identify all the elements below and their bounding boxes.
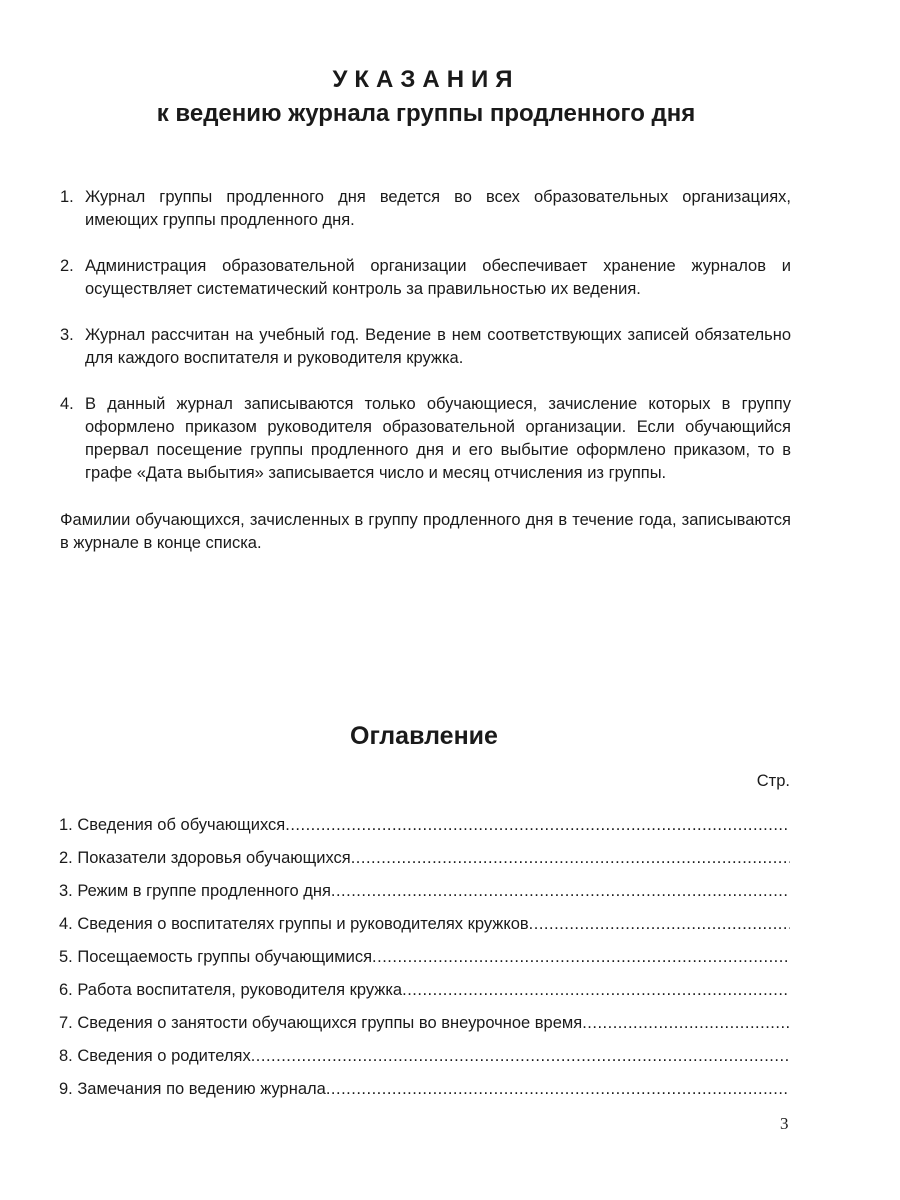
toc-leader-dots bbox=[529, 913, 790, 935]
toc-leader-dots bbox=[351, 847, 790, 869]
toc-item-label: 5. Посещаемость группы обучающимися bbox=[59, 948, 373, 966]
toc-item-label: 1. Сведения об обучающихся bbox=[59, 816, 286, 834]
toc-item bbox=[59, 1078, 790, 1111]
toc-page-label: Стр. bbox=[756, 772, 790, 790]
toc-item-label: 7. Сведения о занятости обучающихся группы во внеурочное время bbox=[59, 1014, 583, 1032]
toc-item-label: 2. Показатели здоровья обучающихся bbox=[59, 849, 351, 867]
toc-leader-dots bbox=[582, 1012, 790, 1034]
toc-leader-dots bbox=[326, 1078, 790, 1100]
instruction-text: Журнал группы продленного дня ведется во всех образовательных организациях, имеющих группы продленного дня. bbox=[85, 188, 791, 229]
toc-leader-dots bbox=[251, 1045, 790, 1067]
instruction-text: Администрация образовательной организации обеспечивает хранение журналов и осуществляет систематический контроль за правильностью их ведения. bbox=[85, 257, 791, 298]
instruction-text: В данный журнал записываются только обучающиеся, зачисление которых в группу оформлено приказом руководителя образовательной организации. Если обучающийся прервал посещение группы продленного дня и его выбытие оформлено приказом, то в графе «Дата выбытия» записывается число и месяц отчисления из группы. bbox=[85, 395, 791, 482]
toc-item bbox=[59, 946, 790, 979]
instruction-text: Журнал рассчитан на учебный год. Ведение в нем соответствующих записей обязательно для каждого воспитателя и руководителя кружка. bbox=[85, 326, 791, 367]
instruction-number: 2. bbox=[60, 257, 74, 275]
toc-item bbox=[59, 847, 790, 880]
table-of-contents bbox=[59, 814, 790, 1111]
page-subtitle: к ведению журнала группы продленного дня bbox=[156, 100, 696, 127]
toc-leader-dots bbox=[402, 979, 790, 1001]
instruction-number: 4. bbox=[60, 395, 74, 413]
toc-item bbox=[59, 814, 790, 847]
note-paragraph: Фамилии обучающихся, зачисленных в группу продленного дня в течение года, записываются в журнале в конце списка. bbox=[60, 511, 791, 552]
toc-item-label: 6. Работа воспитателя, руководителя кружка bbox=[59, 981, 403, 999]
toc-item-label: 9. Замечания по ведению журнала bbox=[59, 1080, 326, 1098]
toc-item bbox=[59, 1045, 790, 1078]
instruction-item bbox=[60, 324, 791, 370]
toc-item-label: 3. Режим в группе продленного дня bbox=[59, 882, 331, 900]
toc-item-label: 8. Сведения о родителях bbox=[59, 1047, 251, 1065]
toc-leader-dots bbox=[285, 814, 790, 836]
instruction-item bbox=[60, 393, 791, 485]
instruction-item bbox=[60, 186, 791, 232]
instruction-item bbox=[60, 255, 791, 301]
toc-item-label: 4. Сведения о воспитателях группы и руководителях кружков bbox=[59, 915, 529, 933]
toc-item bbox=[59, 880, 790, 913]
instruction-number: 1. bbox=[60, 188, 74, 206]
page-number: 3 bbox=[780, 1114, 789, 1133]
toc-item bbox=[59, 913, 790, 946]
toc-leader-dots bbox=[372, 946, 790, 968]
instruction-number: 3. bbox=[60, 326, 74, 344]
toc-leader-dots bbox=[331, 880, 790, 902]
toc-item bbox=[59, 1012, 790, 1045]
toc-title: Оглавление bbox=[350, 722, 498, 750]
toc-item bbox=[59, 979, 790, 1012]
instructions-list bbox=[60, 186, 791, 508]
page-title: УКАЗАНИЯ bbox=[332, 66, 520, 93]
